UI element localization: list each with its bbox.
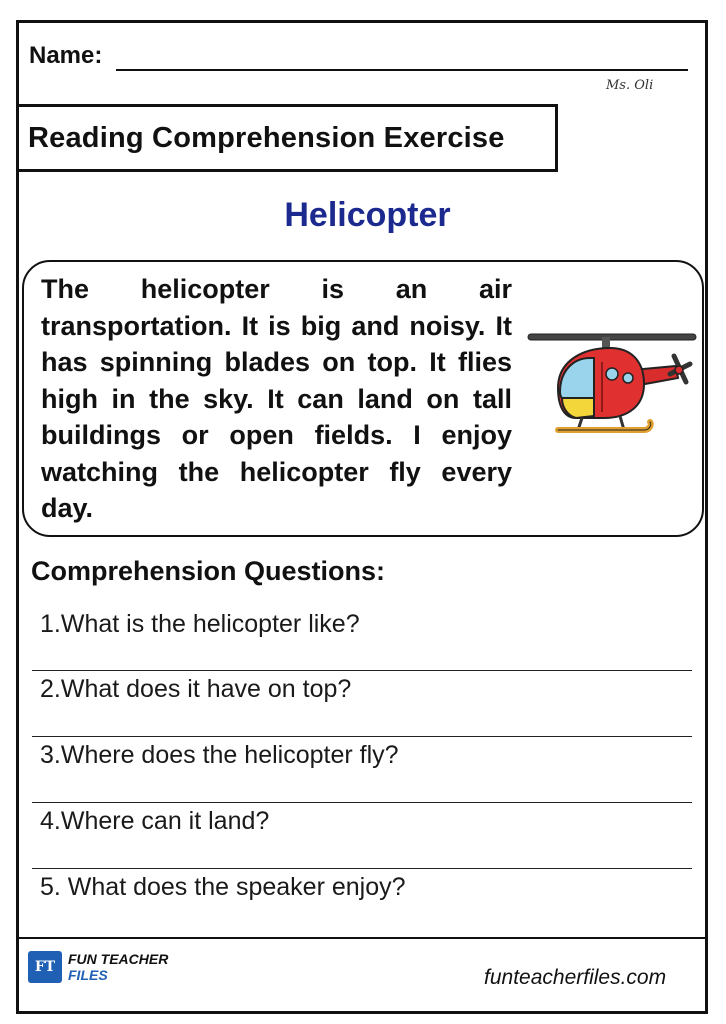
name-label: Name: [29,42,103,69]
fun-teacher-files-logo [28,951,168,983]
name-answer-line [116,69,688,71]
answer-line-1[interactable] [32,670,692,671]
question-2: 2.What does it have on top? [40,675,352,703]
logo-line-2: FILES [68,967,108,983]
question-4: 4.Where can it land? [40,807,270,835]
story-title: Helicopter [284,196,451,234]
answer-line-3[interactable] [32,802,692,803]
exercise-title-box [16,104,558,172]
question-5: 5. What does the speaker enjoy? [40,873,406,901]
helicopter-illustration [524,326,700,446]
logo-line-1: FUN TEACHER [68,951,169,967]
question-1: 1.What is the helicopter like? [40,610,360,638]
question-3: 3.Where does the helicopter fly? [40,741,399,769]
questions-heading: Comprehension Questions: [31,556,386,586]
logo-badge-text: FT [34,959,56,975]
author-signature: Ms. Oli [606,78,654,93]
passage-text: The helicopter is an air transportation. It is big and noisy. It has spinning blades on top. It flies high in the sky. It can land on tall buildings or open fields. I enjoy watching the helicopter fly every day. [41,274,512,523]
answer-line-4[interactable] [32,868,692,869]
website-url: funteacherfiles.com [484,966,667,989]
answer-line-2[interactable] [32,736,692,737]
footer-divider [16,937,708,939]
exercise-title: Reading Comprehension Exercise [28,121,505,154]
logo-badge-icon [28,951,62,983]
